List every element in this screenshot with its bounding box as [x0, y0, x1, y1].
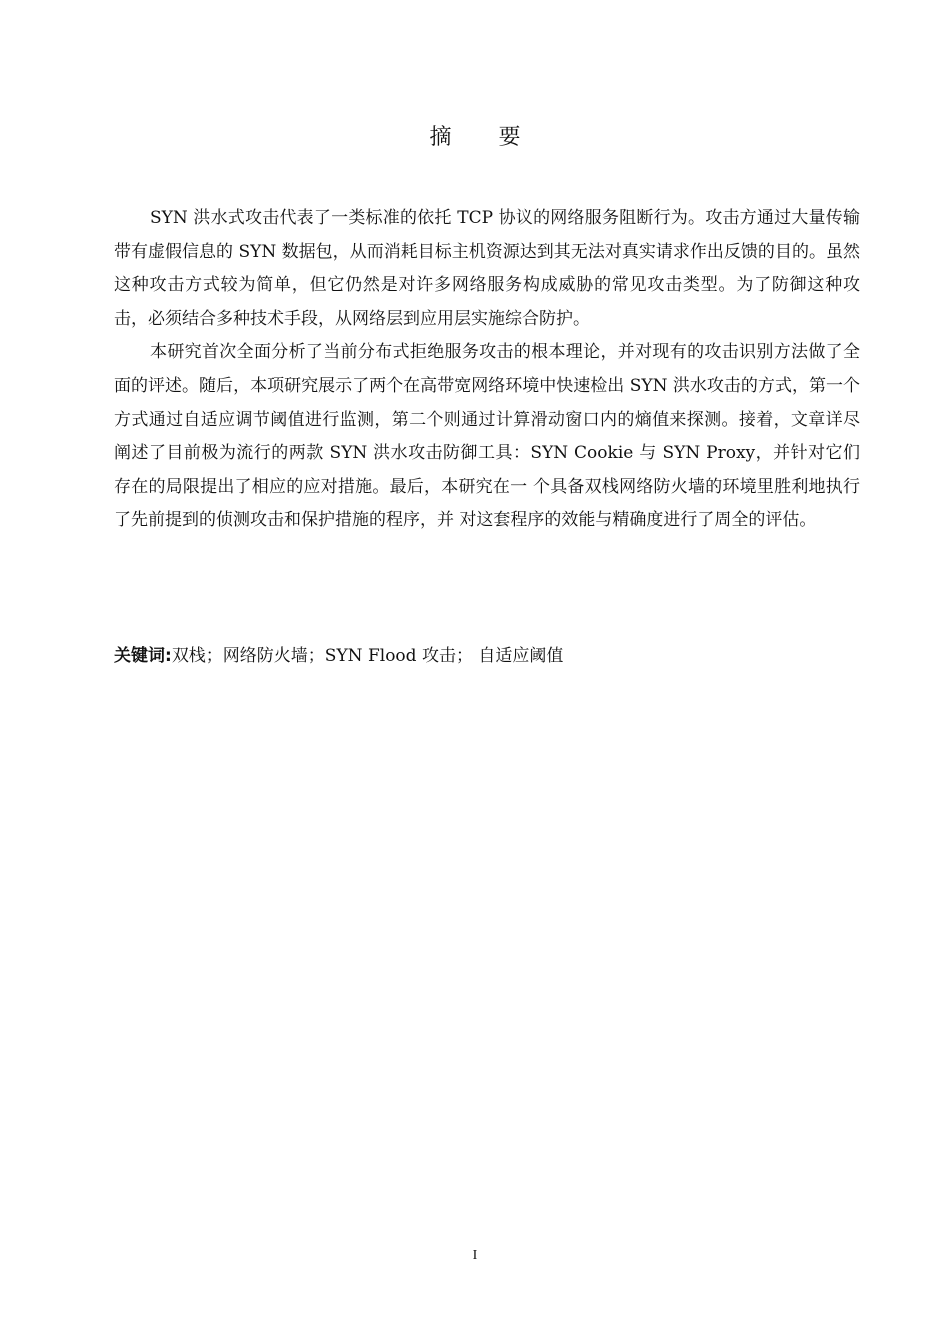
- keywords-label: 关键词:: [114, 646, 172, 666]
- keywords-line: [114, 641, 860, 671]
- abstract-paragraph-2: 本研究首次全面分析了当前分布式拒绝服务攻击的根本理论，并对现有的攻击识别方法做了全面的评述。随后，本项研究展示了两个在高带宽网络环境中快速检出 SYN 洪水攻击的方式，第一个方式通过自适应调节阈值进行监测，第二个则通过计算滑动窗口内的熵值来探测。接着，文章详尽阐述了目前极为流行的两款 SYN 洪水攻击防御工具：SYN Cookie 与 SYN Proxy，并针对它们存在的局限提出了相应的应对措施。最后，本研究在一 个具备双栈网络防火墙的环境里胜利地执行了先前提到的侦测攻击和保护措施的程序，并 对这套程序的效能与精确度进行了周全的评估。: [114, 342, 860, 531]
- abstract-title: 摘 要: [429, 125, 541, 150]
- abstract-body: [114, 202, 860, 538]
- abstract-paragraph-1: SYN 洪水式攻击代表了一类标准的依托 TCP 协议的网络服务阻断行为。攻击方通过大量传输带有虚假信息的 SYN 数据包，从而消耗目标主机资源达到其无法对真实请求作出反馈的目的。虽然这种攻击方式较为简单，但它仍然是对许多网络服务构成威胁的常见攻击类型。为了防御这种攻击，必须结合多种技术手段，从网络层到应用层实施综合防护。: [114, 208, 860, 329]
- page-number: I: [472, 1248, 478, 1263]
- keywords-text: 双栈；网络防火墙；SYN Flood 攻击； 自适应阈值: [171, 646, 564, 666]
